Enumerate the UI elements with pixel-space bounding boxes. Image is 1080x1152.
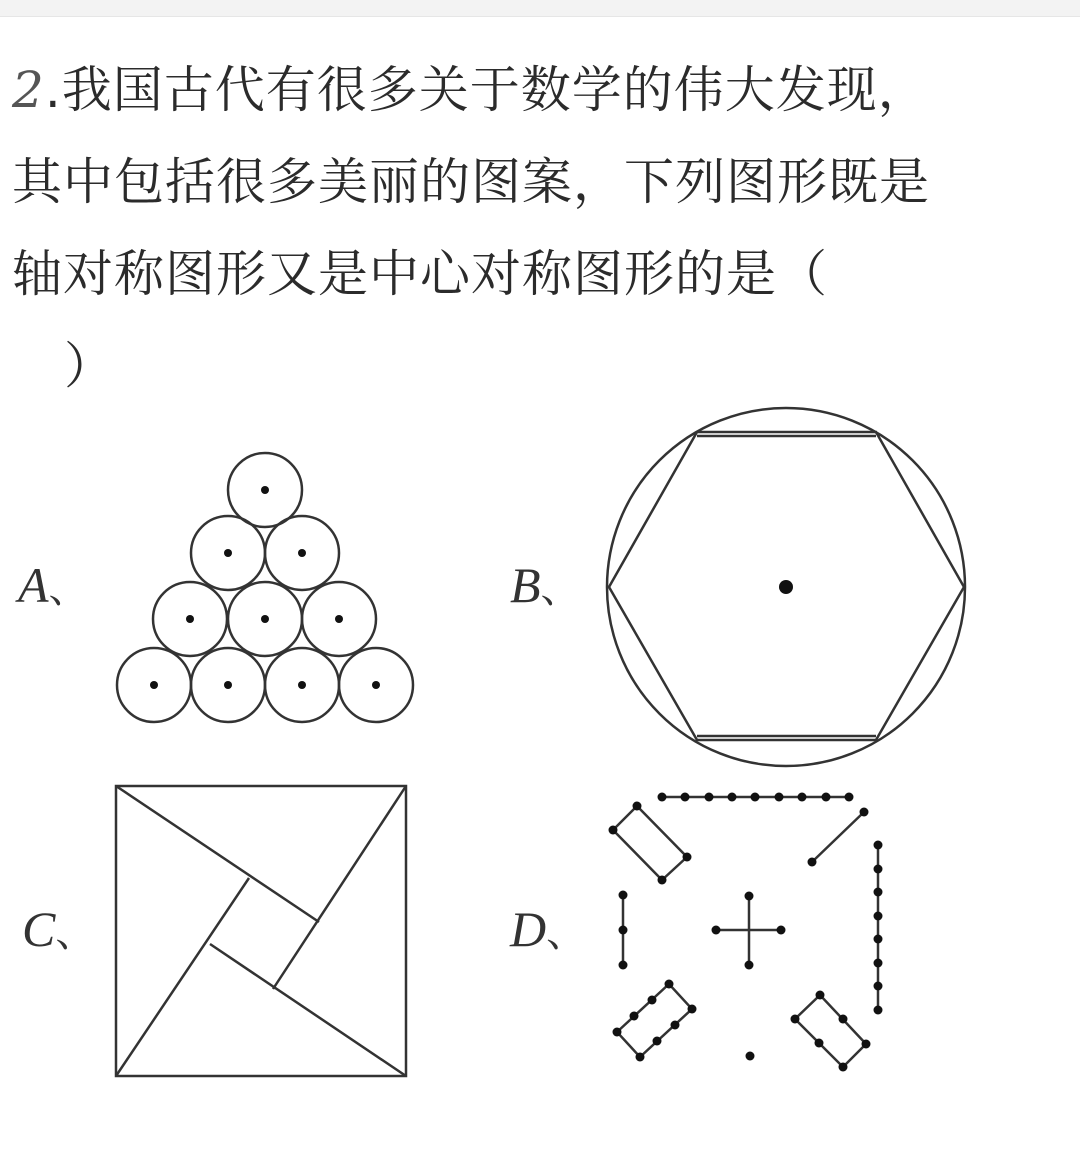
figure-d-dot-pattern[interactable]: [609, 793, 883, 1072]
question-separator: .: [44, 61, 62, 119]
option-c-sep: 、: [55, 910, 96, 956]
question-line-4: ）: [64, 337, 115, 395]
question-line-3: 轴对称图形又是中心对称图形的是（: [12, 245, 828, 303]
question-number: 2: [12, 61, 45, 119]
figure-c-square-pinwheel[interactable]: [116, 786, 406, 1076]
question-line-2: 其中包括很多美丽的图案，下列图形既是: [12, 153, 930, 211]
option-b-letter: B: [510, 557, 541, 613]
option-c-letter: C: [22, 901, 56, 957]
figure-a-circle-triangle[interactable]: [117, 453, 413, 722]
option-b-sep: 、: [540, 566, 581, 612]
question-line-1-text: 我国古代有很多关于数学的伟大发现，: [61, 61, 929, 119]
option-a-sep: 、: [48, 566, 89, 612]
option-d-sep: 、: [546, 910, 587, 956]
figure-b-hexagon-in-circle[interactable]: [607, 408, 965, 766]
option-a-letter: A: [18, 557, 49, 613]
option-d-letter: D: [510, 901, 547, 957]
